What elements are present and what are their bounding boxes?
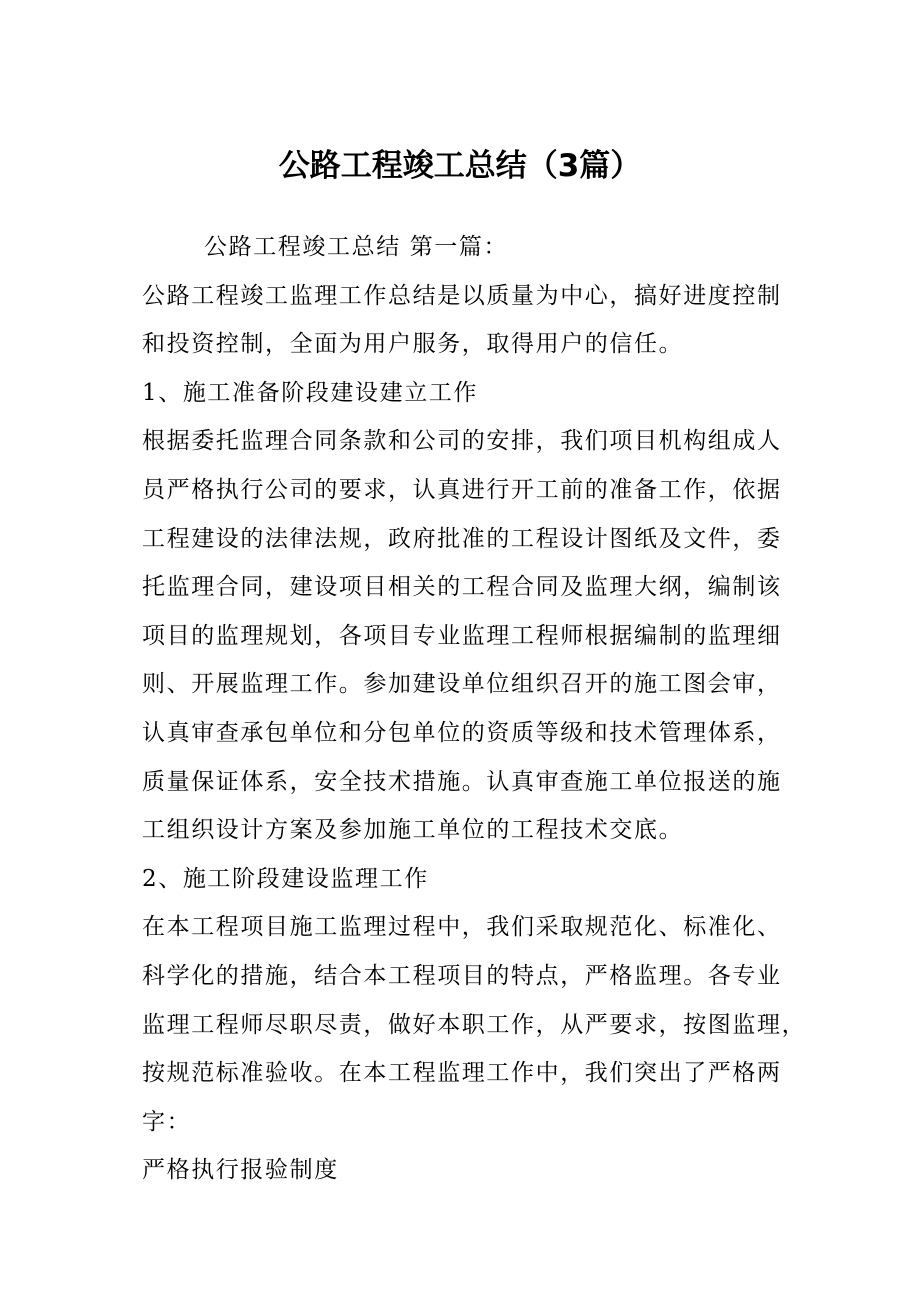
paragraph-line: 认真审查承包单位和分包单位的资质等级和技术管理体系， (142, 719, 782, 746)
paragraph-line: 监理工程师尽职尽责，做好本职工作，从严要求，按图监理， (142, 1011, 807, 1038)
subsection-heading: 严格执行报验制度 (142, 1157, 339, 1184)
paragraph-line: 项目的监理规划，各项目专业监理工程师根据编制的监理细 (142, 622, 782, 649)
document-title: 公路工程竣工总结（3篇） (278, 148, 642, 184)
paragraph-line: 和投资控制，全面为用户服务，取得用户的信任。 (142, 331, 684, 358)
paragraph-line: 按规范标准验收。在本工程监理工作中，我们突出了严格两 (142, 1060, 782, 1087)
section-heading-1: 1、施工准备阶段建设建立工作 (142, 379, 479, 406)
paragraph-line: 质量保证体系，安全技术措施。认真审查施工单位报送的施 (142, 768, 782, 795)
paragraph-line: 则、开展监理工作。参加建设单位组织召开的施工图会审， (142, 671, 782, 698)
paragraph-line: 科学化的措施，结合本工程项目的特点，严格监理。各专业 (142, 962, 782, 989)
paragraph-line: 字： (142, 1108, 192, 1135)
paragraph-line: 根据委托监理合同条款和公司的安排，我们项目机构组成人 (142, 428, 782, 455)
paragraph-line: 员严格执行公司的要求，认真进行开工前的准备工作，依据 (142, 476, 782, 503)
paragraph-line: 公路工程竣工监理工作总结是以质量为中心，搞好进度控制 (142, 282, 782, 309)
paragraph-line: 托监理合同，建设项目相关的工程合同及监理大纲，编制该 (142, 574, 782, 601)
section-heading-first: 公路工程竣工总结 第一篇： (204, 234, 509, 260)
paragraph-line: 工程建设的法律法规，政府批准的工程设计图纸及文件，委 (142, 525, 782, 552)
paragraph-line: 工组织设计方案及参加施工单位的工程技术交底。 (142, 817, 684, 844)
section-heading-2: 2、施工阶段建设监理工作 (142, 865, 429, 892)
document-body (142, 223, 807, 1195)
paragraph-line: 在本工程项目施工监理过程中，我们采取规范化、标准化、 (142, 914, 782, 941)
